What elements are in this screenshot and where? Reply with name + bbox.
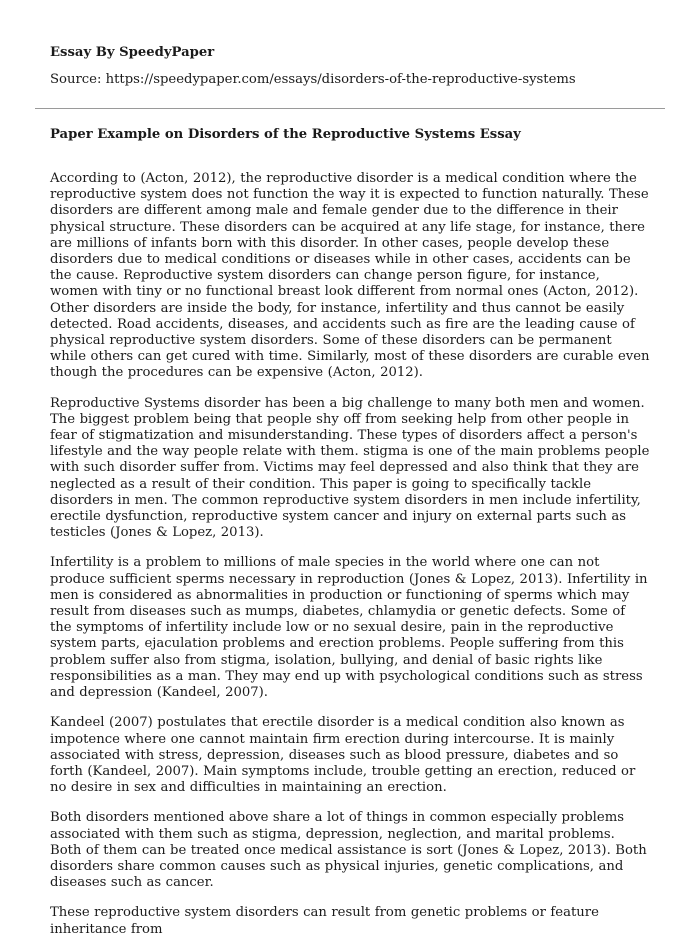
body-paragraph: These reproductive system disorders can result from genetic problems or feature inheritance from xyxy=(50,905,599,937)
body-paragraph: Infertility is a problem to millions of male species in the world where one can not produce sufficient sperms necessary in reproduction (Jones & Lopez, 2013). Infertility in men is considered as abnormalities in production or functioning of sperms which may result from diseases such as mumps, diabetes, chlamydia or genetic defects. Some of the symptoms of infertility include low or no sexual desire, pain in the reproductive system parts, ejaculation problems and erection problems. People suffering from this problem suffer also from stigma, isolation, bullying, and denial of basic rights like responsibilities as a man. They may end up with psychological conditions such as stress and depression (Kandeel, 2007). xyxy=(50,555,648,701)
source-line: Source: https://speedypaper.com/essays/disorders-of-the-reproductive-systems xyxy=(50,72,576,87)
essay-body xyxy=(50,171,650,938)
body-paragraph: According to (Acton, 2012), the reproductive disorder is a medical condition where the reproductive system does not function the way it is expected to function naturally. These disorders are different among male and female gender due to the difference in their physical structure. These disorders can be acquired at any life stage, for instance, there are millions of infants born with this disorder. In other cases, people develop these disorders due to medical conditions or diseases while in other cases, accidents can be the cause. Reproductive system disorders can change person figure, for instance, women with tiny or no functional breast look different from normal ones (Acton, 2012). Other disorders are inside the body, for instance, infertility and thus cannot be easily detected. Road accidents, diseases, and accidents such as fire are the leading cause of physical reproductive system disorders. Some of these disorders can be permanent while others can get cured with time. Similarly, most of these disorders are curable even though the procedures can be expensive (Acton, 2012). xyxy=(50,171,650,381)
body-paragraph: Reproductive Systems disorder has been a big challenge to many both men and women. The biggest problem being that people shy off from seeking help from other people in fear of stigmatization and misunderstanding. These types of disorders affect a person's lifestyle and the way people relate with them. stigma is one of the main problems people with such disorder suffer from. Victims may feel depressed and also think that they are neglected as a result of their condition. This paper is going to specifically tackle disorders in men. The common reproductive system disorders in men include infertility, erectile dysfunction, reproductive system cancer and injury on external parts such as testicles (Jones & Lopez, 2013). xyxy=(50,395,650,541)
essay-title: Paper Example on Disorders of the Reproductive Systems Essay xyxy=(50,127,521,142)
header-divider xyxy=(35,108,665,109)
body-paragraph: Kandeel (2007) postulates that erectile disorder is a medical condition also known as impotence where one cannot maintain firm erection during intercourse. It is mainly associated with stress, depression, diseases such as blood pressure, diabetes and so forth (Kandeel, 2007). Main symptoms include, trouble getting an erection, reduced or no desire in sex and difficulties in maintaining an erection. xyxy=(50,715,636,796)
essay-author-heading: Essay By SpeedyPaper xyxy=(50,45,215,60)
body-paragraph: Both disorders mentioned above share a lot of things in common especially problems associated with them such as stigma, depression, neglection, and marital problems. Both of them can be treated once medical assistance is sort (Jones & Lopez, 2013). Both disorders share common causes such as physical injuries, genetic complications, and diseases such as cancer. xyxy=(50,810,647,891)
